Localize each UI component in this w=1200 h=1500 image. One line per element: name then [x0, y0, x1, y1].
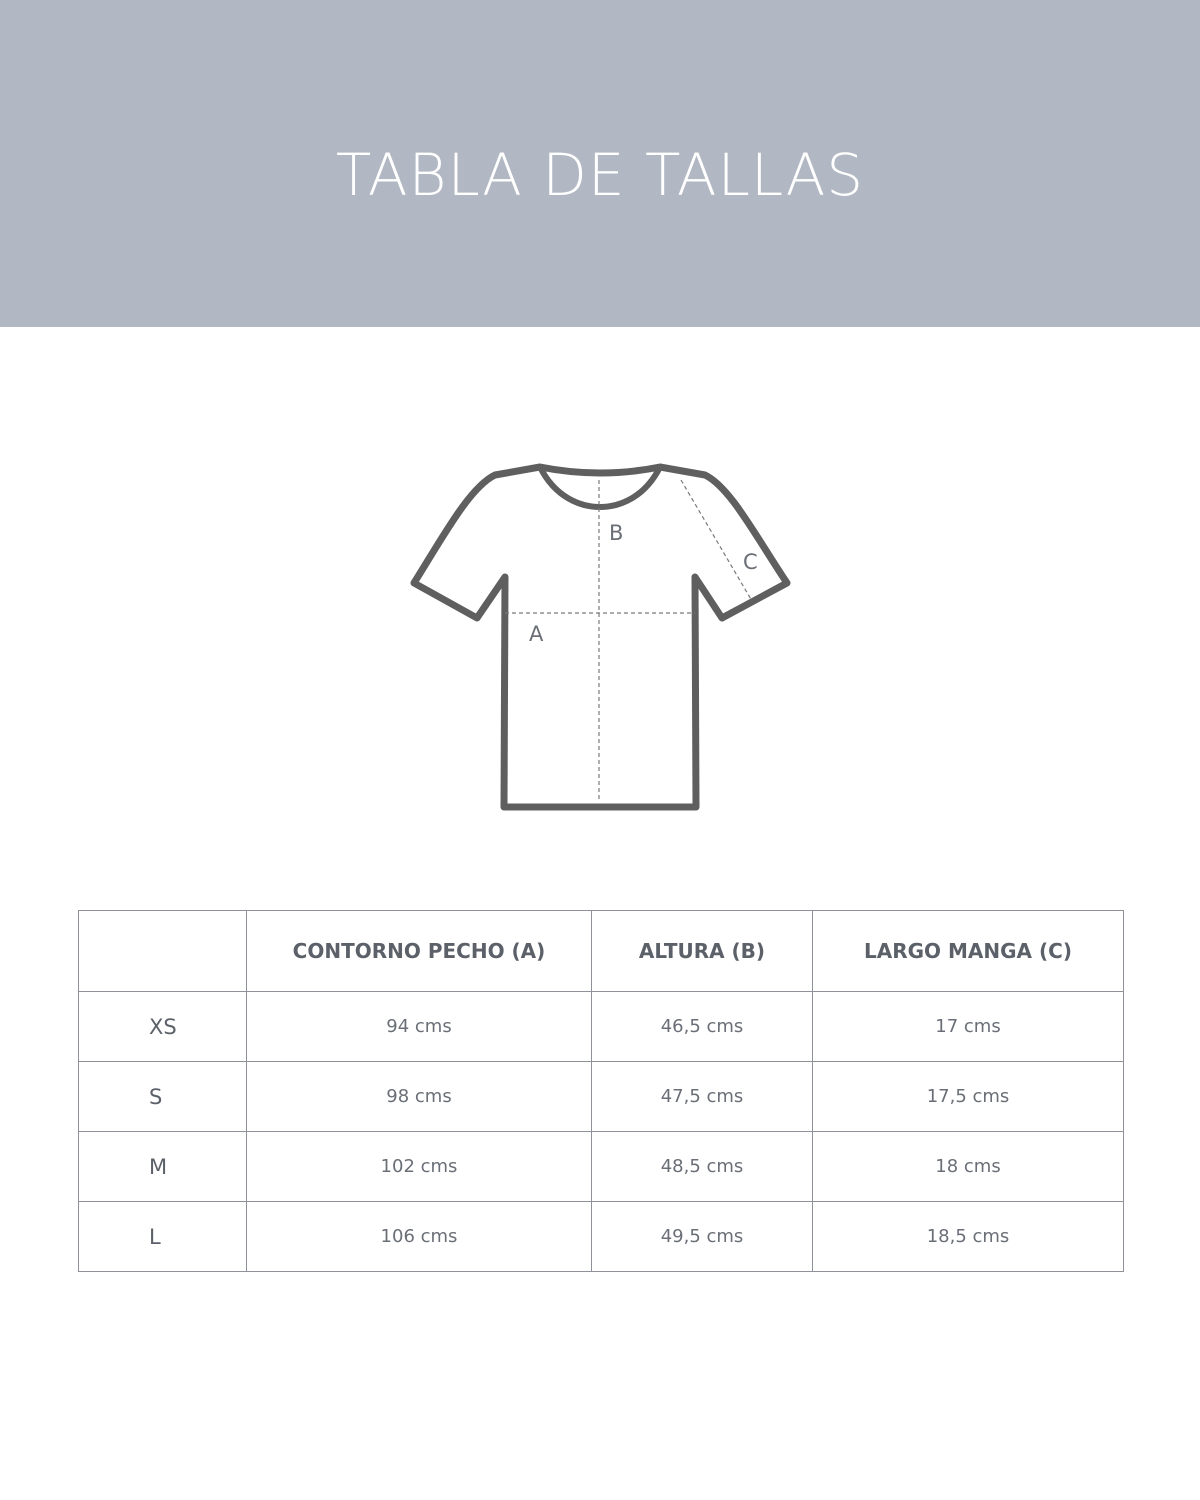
height-cell: 48,5 cms — [592, 1132, 813, 1202]
table-row — [79, 1132, 1124, 1202]
sleeve-cell: 18,5 cms — [813, 1202, 1124, 1272]
size-cell: XS — [79, 992, 247, 1062]
chest-cell: 106 cms — [247, 1202, 592, 1272]
table-row — [79, 1062, 1124, 1132]
column-header-chest: CONTORNO PECHO (A) — [247, 911, 592, 992]
size-table — [78, 910, 1124, 1272]
chest-cell: 98 cms — [247, 1062, 592, 1132]
sleeve-cell: 17 cms — [813, 992, 1124, 1062]
label-a: A — [529, 622, 544, 646]
size-cell: L — [79, 1202, 247, 1272]
table-row — [79, 992, 1124, 1062]
height-cell: 49,5 cms — [592, 1202, 813, 1272]
height-cell: 47,5 cms — [592, 1062, 813, 1132]
chest-cell: 94 cms — [247, 992, 592, 1062]
label-b: B — [609, 521, 624, 545]
column-header-height: ALTURA (B) — [592, 911, 813, 992]
height-cell: 46,5 cms — [592, 992, 813, 1062]
sleeve-cell: 17,5 cms — [813, 1062, 1124, 1132]
column-header-size — [79, 911, 247, 992]
tshirt-outline — [414, 467, 787, 807]
page-title: TABLA DE TALLAS — [335, 141, 865, 209]
size-cell: M — [79, 1132, 247, 1202]
table-row — [79, 1202, 1124, 1272]
tshirt-diagram — [400, 455, 800, 820]
table-header-row — [79, 911, 1124, 992]
size-cell: S — [79, 1062, 247, 1132]
label-c: C — [743, 550, 758, 574]
header-banner — [0, 0, 1200, 327]
sleeve-cell: 18 cms — [813, 1132, 1124, 1202]
chest-cell: 102 cms — [247, 1132, 592, 1202]
column-header-sleeve: LARGO MANGA (C) — [813, 911, 1124, 992]
